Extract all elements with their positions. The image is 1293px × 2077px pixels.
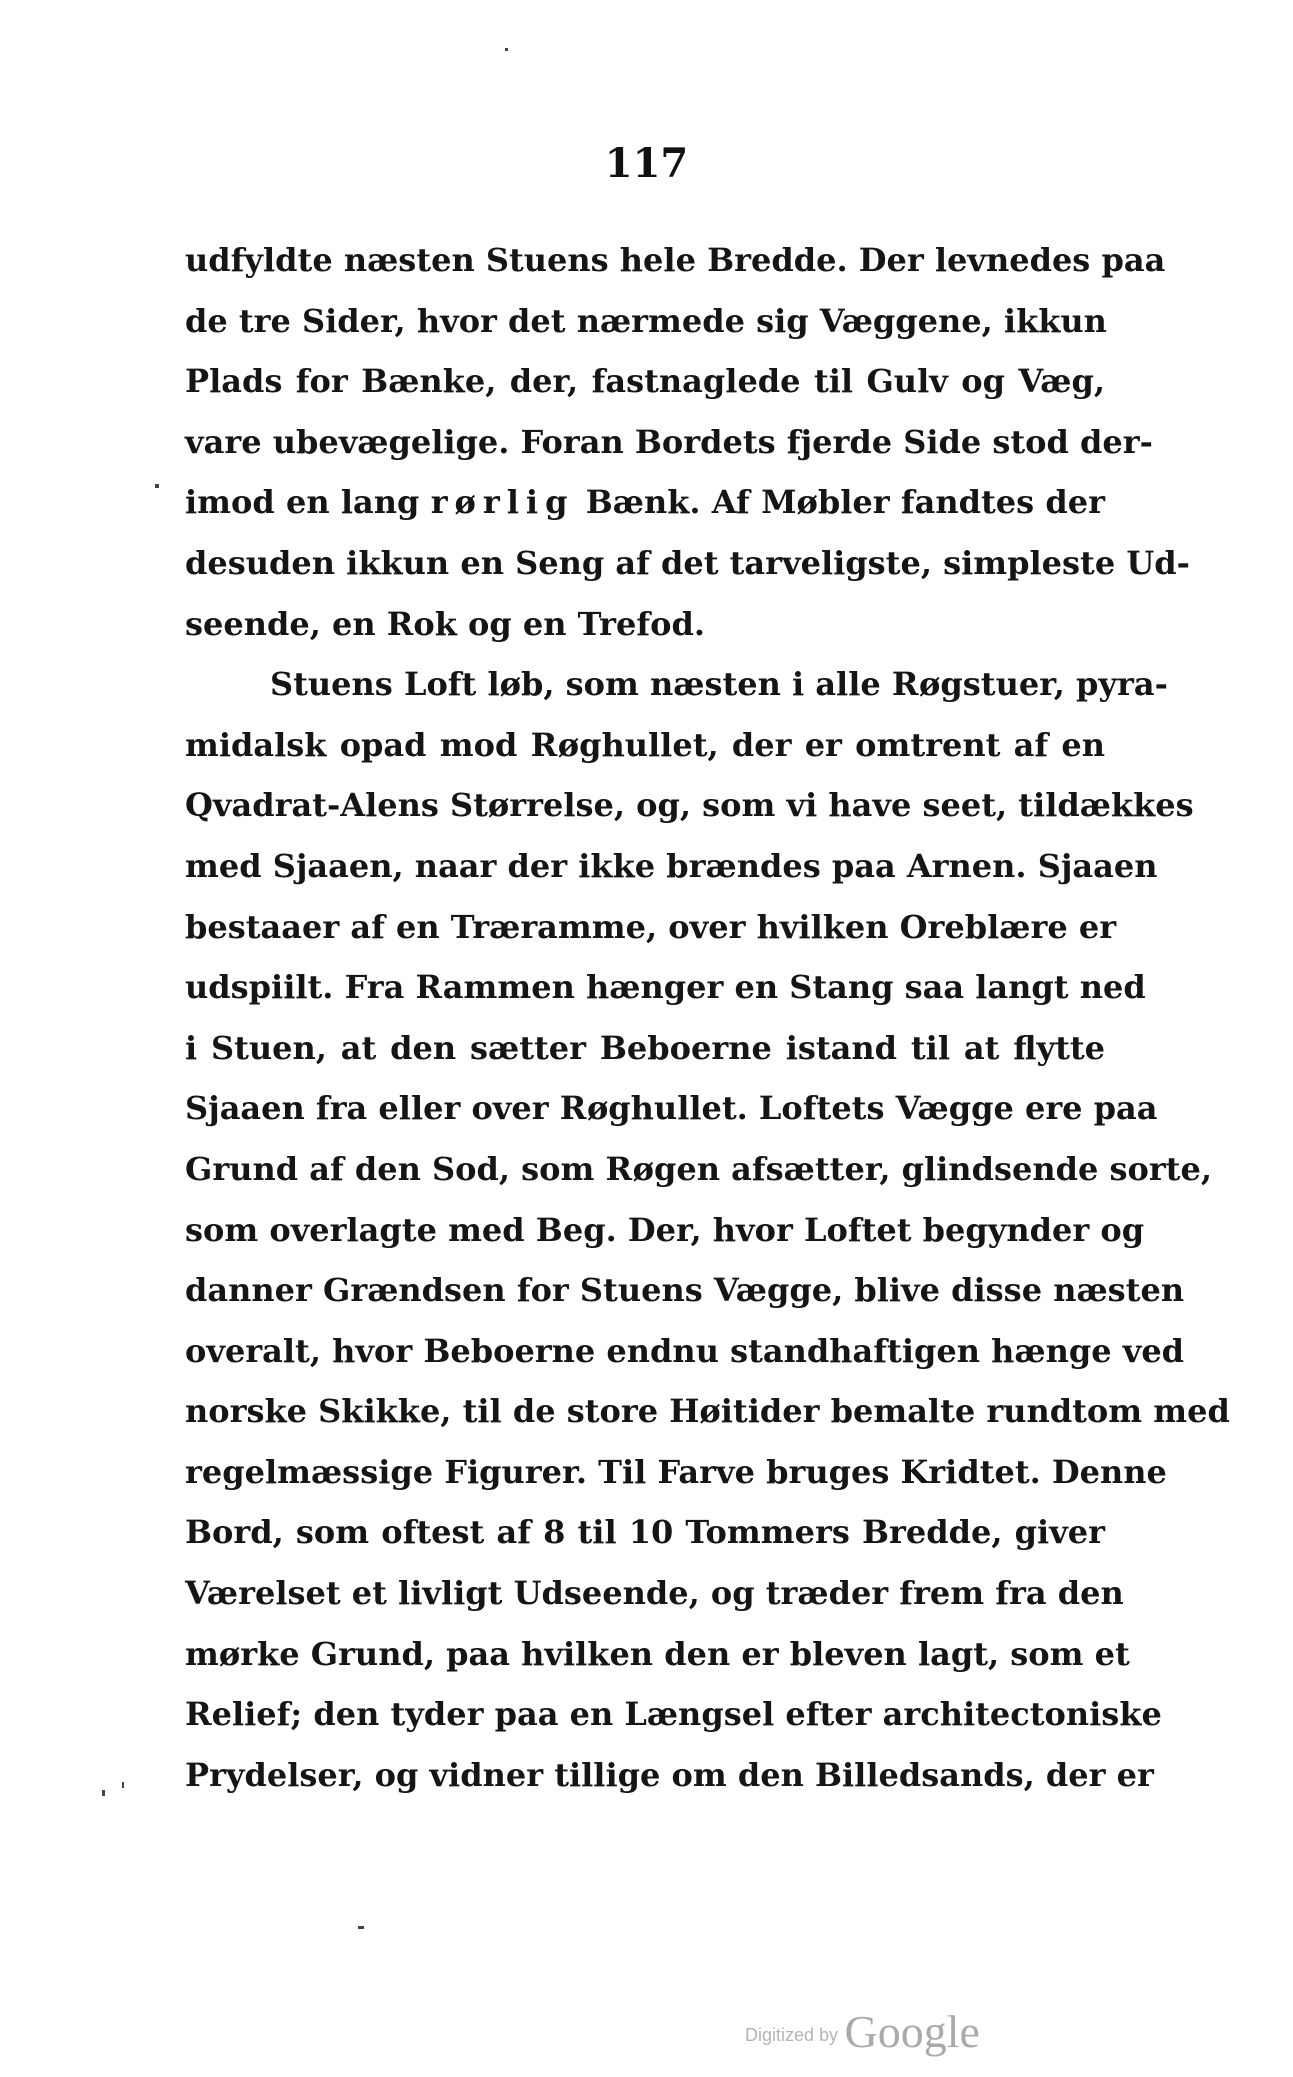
text-line: i Stuen, at den sætter Beboerne istand til at flytte — [185, 1028, 1105, 1067]
text-line: Grund af den Sod, som Røgen afsætter, glindsende sorte, — [185, 1149, 1212, 1188]
text-line: midalsk opad mod Røghullet, der er omtrent af en — [185, 725, 1105, 764]
scan-speck — [358, 1926, 364, 1929]
text-line: Qvadrat-Alens Størrelse, og, som vi have seet, tildækkes — [185, 786, 1194, 825]
text-line: de tre Sider, hvor det nærmede sig Væggene, ikkun — [185, 301, 1107, 340]
scan-speck — [155, 484, 159, 488]
text-fragment: Bænk. Af Møbler fandtes der — [574, 483, 1106, 522]
text-line: danner Grændsen for Stuens Vægge, blive disse næsten — [185, 1271, 1185, 1310]
scan-speck — [122, 1782, 124, 1788]
text-line: Relief; den tyder paa en Længsel efter architectoniske — [185, 1695, 1162, 1734]
watermark-prefix: Digitized by — [745, 2025, 839, 2045]
text-line: Værelset et livligt Udseende, og træder frem fra den — [185, 1574, 1124, 1613]
text-line: norske Skikke, til de store Høitider bemalte rundtom med — [185, 1392, 1230, 1431]
digitized-by-watermark — [745, 2005, 980, 2058]
text-line: Bord, som oftest af 8 til 10 Tommers Bredde, giver — [185, 1513, 1105, 1552]
text-line: med Sjaaen, naar der ikke brændes paa Arnen. Sjaaen — [185, 846, 1158, 885]
paragraph-1 — [185, 230, 1190, 654]
letterspaced-word: rørlig — [430, 483, 575, 522]
text-line: seende, en Rok og en Trefod. — [185, 604, 705, 643]
google-logo: Google — [844, 2006, 980, 2057]
text-line: mørke Grund, paa hvilken den er bleven lagt, som et — [185, 1634, 1130, 1673]
scan-speck — [102, 1790, 105, 1796]
text-line: Prydelser, og vidner tillige om den Billedsands, der er — [185, 1755, 1154, 1794]
text-line: Sjaaen fra eller over Røghullet. Loftets Vægge ere paa — [185, 1089, 1158, 1128]
text-line: udfyldte næsten Stuens hele Bredde. Der levnedes paa — [185, 241, 1166, 279]
text-line: bestaaer af en Træramme, over hvilken Oreblære er — [185, 907, 1117, 946]
text-line: desuden ikkun en Seng af det tarveligste, simpleste Ud- — [185, 543, 1190, 582]
text-line: som overlagte med Beg. Der, hvor Loftet begynder og — [185, 1210, 1145, 1249]
text-line: Stuens Loft løb, som næsten i alle Røgstuer, pyra- — [270, 665, 1168, 704]
text-line-spaced — [185, 472, 1105, 533]
text-line: Plads for Bænke, der, fastnaglede til Gulv og Væg, — [185, 362, 1105, 401]
paragraph-2 — [185, 654, 1230, 1805]
body-text — [185, 230, 1230, 1805]
text-line: overalt, hvor Beboerne endnu standhaftigen hænge ved — [185, 1331, 1185, 1370]
text-line: udspiilt. Fra Rammen hænger en Stang saa langt ned — [185, 968, 1146, 1007]
scan-speck — [505, 48, 508, 51]
text-line: regelmæssige Figurer. Til Farve bruges Kridtet. Denne — [185, 1452, 1167, 1491]
text-fragment: imod en lang — [185, 483, 431, 522]
text-line: vare ubevægelige. Foran Bordets fjerde Side stod der- — [185, 422, 1153, 461]
page-number: 117 — [604, 140, 689, 187]
